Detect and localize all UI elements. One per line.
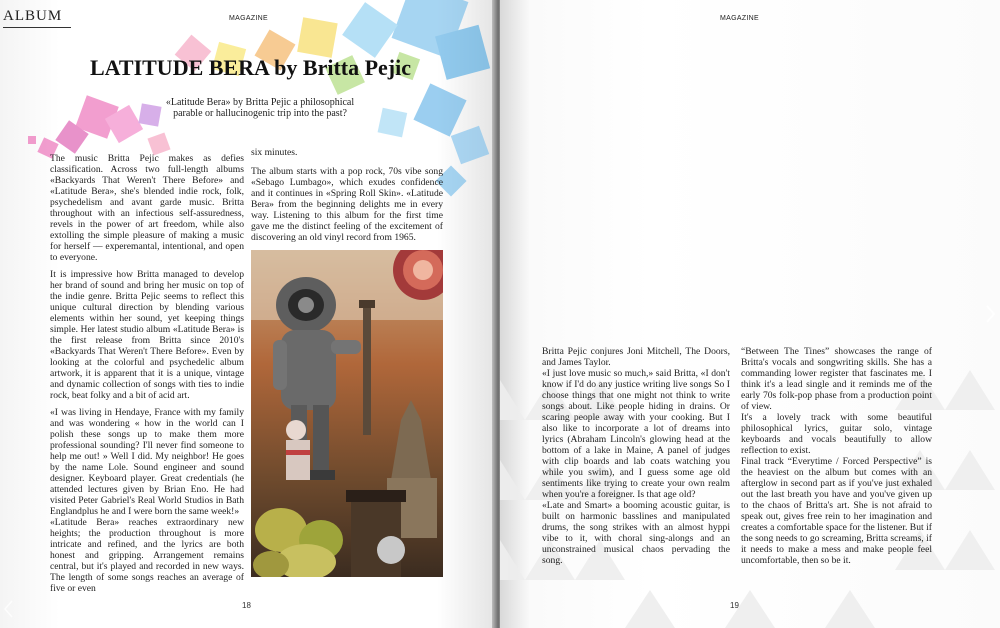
page-header: MAGAZINE bbox=[229, 15, 268, 22]
left-page bbox=[0, 0, 497, 628]
paragraph: «Late and Smart» a booming acoustic guitar, is built on harmonic basslines and manipulated drums, the song strikes with an almost hyppi vibe to it, with choral sing-alongs and an unconstrained musical chaos pervading the song. bbox=[542, 500, 730, 566]
article-title: LATITUDE BERA by Britta Pejic bbox=[89, 55, 412, 80]
album-logo: ALBUM bbox=[3, 8, 63, 24]
page-number: 18 bbox=[242, 601, 251, 610]
right-page bbox=[500, 0, 1000, 628]
paragraph: «I just love music so much,» said Britta, «I don't know if I'd do any justice writing live songs So I choose things that one might not think to write songs about. Like people hiding in drains. Or scaring people away with your cooking. But I also like to incorporate a lot of dreams into lyrics (Abraham Lincoln's glowing head at the bottom of a lake in Maine, A panel of judges with clip boards and lab coats watching you while you swim), and I guess some age old sentiments like trying to create your own realm when you're a foreigner. Is that age old? bbox=[542, 368, 730, 500]
left-column-1 bbox=[50, 153, 244, 600]
paragraph: Britta Pejic conjures Joni Mitchell, The Doors, and James Taylor. bbox=[542, 346, 730, 368]
left-column-2 bbox=[251, 147, 443, 249]
page-number: 19 bbox=[730, 601, 739, 610]
paragraph: It's a lovely track with some beautiful philosophical lyrics, guitar solo, vintage keyboards and vocals beautifully to allow reflection to exist. bbox=[741, 412, 932, 456]
chevron-right-icon[interactable] bbox=[986, 305, 995, 323]
article-lede: «Latitude Bera» by Britta Pejic a philosophical parable or hallucinogenic trip into the past? bbox=[165, 97, 355, 119]
paragraph: “Between The Tines” showcases the range of Britta's vocals and songwriting skills. She has a commanding lower register that fascinates me. I think it's a lead single and it reminds me of the early 70s folk-pop phase from a production point of view. bbox=[741, 346, 932, 412]
paragraph: Final track “Everytime / Forced Perspective” is the heaviest on the album but comes with an afterglow in second part as if you've just exhaled out the last breath you have and you've given up to the chaos of Britta's art. She is not afraid to speak out, gives free rein to her imagination and creates a comfortable space for the listener. But if the song needs to go screaming, Britta screams, if it needs to make a mess and make people feel uncomfortable, then so be it. bbox=[741, 456, 932, 566]
paragraph: The music Britta Pejic makes as defies classification. Across two full-length albums «Backyards That Weren't There Before» and «Latitude Bera», she's blended indie rock, folk, psychedelism and avant garde music. Britta throughout with an infectious self-assuredness, revels in the power of art freedom, while also extolling the simple pleasure of making a music for herself — experemantal, intentional, and open to everyone. bbox=[50, 153, 244, 263]
right-column-1 bbox=[542, 346, 730, 572]
logo-underline bbox=[3, 27, 71, 28]
page-header: MAGAZINE bbox=[720, 15, 759, 22]
album-artwork-collage bbox=[251, 250, 443, 577]
paragraph: six minutes. bbox=[251, 147, 298, 158]
paragraph: It is impressive how Britta managed to develop her brand of sound and bring her music on top of the indie genre. Britta Pejic seems to reflect this unique cultural direction by blending various elements within her sound, yet keeping things simple. Her latest studio album «Latitude Bera» is the first release from Britta since 2010's «Backyards That Weren't There Before». Even by looking at the colorful and psychedelic album artwork, it is apparent that it is a unique, vintage and dynamic collection of songs with ties to indie rock, beat folky and a bit of acid art. bbox=[50, 269, 244, 401]
right-column-2 bbox=[741, 346, 932, 572]
chevron-left-icon[interactable] bbox=[4, 600, 13, 618]
paragraph: «Latitude Bera» reaches extraordinary new heights; the production throughout is more intricate and refined, and the lyrics are both honest and gripping. Arrangement remains central, but it's played and recorded in new ways. The length of some songs reaches an average of five or even bbox=[50, 517, 244, 594]
paragraph: The album starts with a pop rock, 70s vibe song «Sebago Lumbago», which exudes confidence and it continues in «Spring Roll Skin». «Latitude Bera» from the beginning delights me in every way. Listening to this album for the first time gave me the distinct feeling of the excitement of discovering an old vinyl record from 1965. bbox=[251, 166, 443, 243]
paragraph: «I was living in Hendaye, France with my family and was wondering « how in the world can I polish these songs up to make them more professional sounding? I'll never find someone to help me out! » Well I did. My neighbor! He goes by the name Lole. Sound engineer and sound designer. Keyboard player. Great credentials (he attended lectures given by Brian Eno. He had visited Peter Gabriel's Real World Studios in Bath Englandplus he and I were born the same week!» bbox=[50, 407, 244, 517]
